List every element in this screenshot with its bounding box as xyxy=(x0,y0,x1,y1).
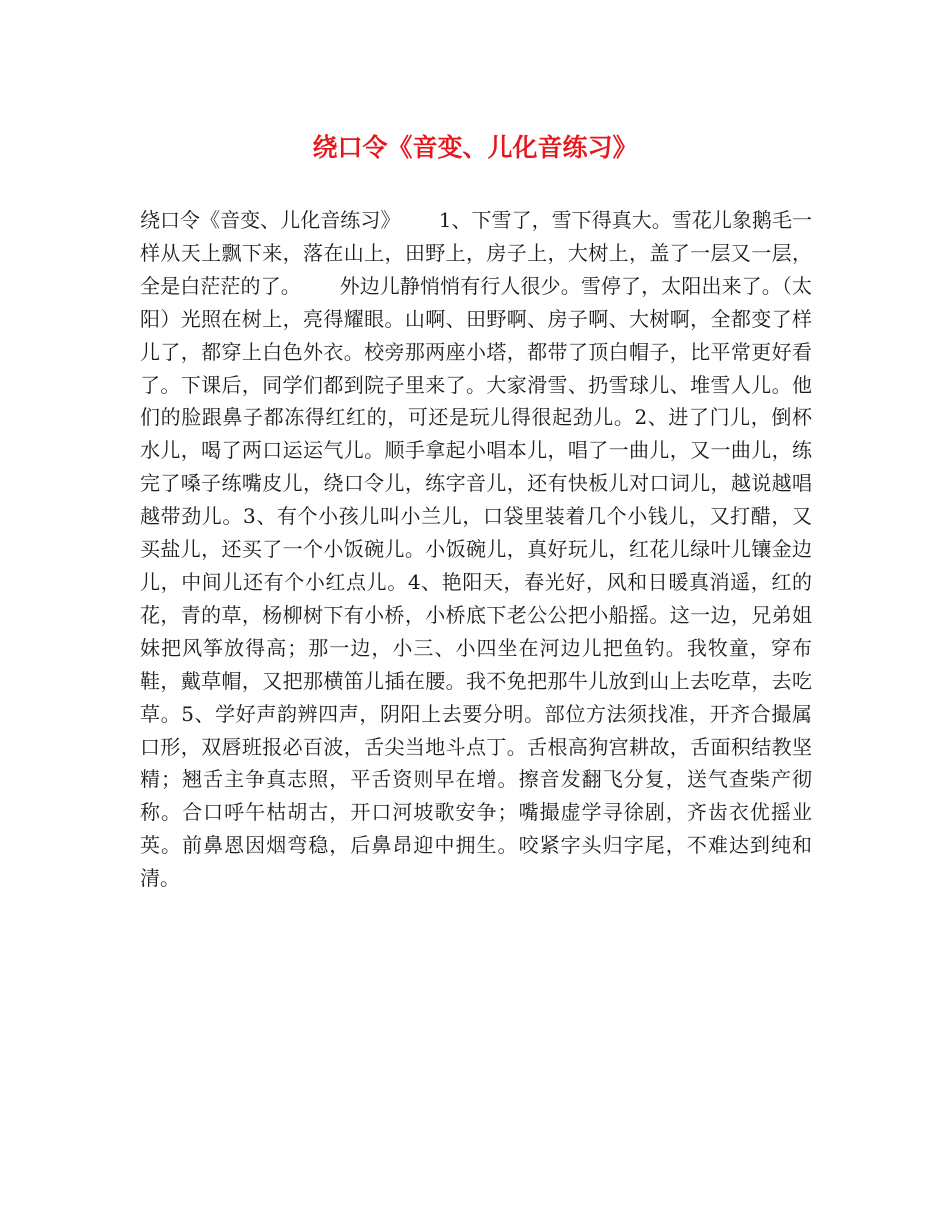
document-body: 绕口令《音变、儿化音练习》 1、下雪了，雪下得真大。雪花儿象鹅毛一样从天上飘下来，落在山上，田野上，房子上，大树上，盖了一层又一层，全是白茫茫的了。 外边儿静悄悄有行人很少。雪停了，太阳出来了。（太阳）光照在树上，亮得耀眼。山啊、田野啊、房子啊、大树啊，全都变了样儿了，都穿上白色外衣。校旁那两座小塔，都带了顶白帽子，比平常更好看了。下课后，同学们都到院子里来了。大家滑雪、扔雪球儿、堆雪人儿。他们的脸跟鼻子都冻得红红的，可还是玩儿得很起劲儿。2、进了门儿，倒杯水儿，喝了两口运运气儿。顺手拿起小唱本儿，唱了一曲儿，又一曲儿，练完了嗓子练嘴皮儿，绕口令儿，练字音儿，还有快板儿对口词儿，越说越唱越带劲儿。3、有个小孩儿叫小兰儿，口袋里装着几个小钱儿，又打醋，又买盐儿，还买了一个小饭碗儿。小饭碗儿，真好玩儿，红花儿绿叶儿镶金边儿，中间儿还有个小红点儿。4、艳阳天，春光好，风和日暖真消遥，红的花，青的草，杨柳树下有小桥，小桥底下老公公把小船摇。这一边，兄弟姐妹把风筝放得高；那一边，小三、小四坐在河边儿把鱼钓。我牧童，穿布鞋，戴草帽，又把那横笛儿插在腰。我不免把那牛儿放到山上去吃草，去吃草。5、学好声韵辨四声，阴阳上去要分明。部位方法须找准，开齐合撮属口形，双唇班报必百波，舌尖当地斗点丁。舌根高狗宫耕故，舌面积结教坚精；翘舌主争真志照，平舌资则早在增。擦音发翻飞分复，送气查柴产彻称。合口呼午枯胡古，开口河坡歌安争；嘴撮虚学寻徐剧，齐齿衣优摇业英。前鼻恩因烟弯稳，后鼻昂迎中拥生。咬紧字头归字尾，不难达到纯和清。 xyxy=(140,208,812,891)
document-title: 绕口令《音变、儿化音练习》 xyxy=(312,133,638,162)
